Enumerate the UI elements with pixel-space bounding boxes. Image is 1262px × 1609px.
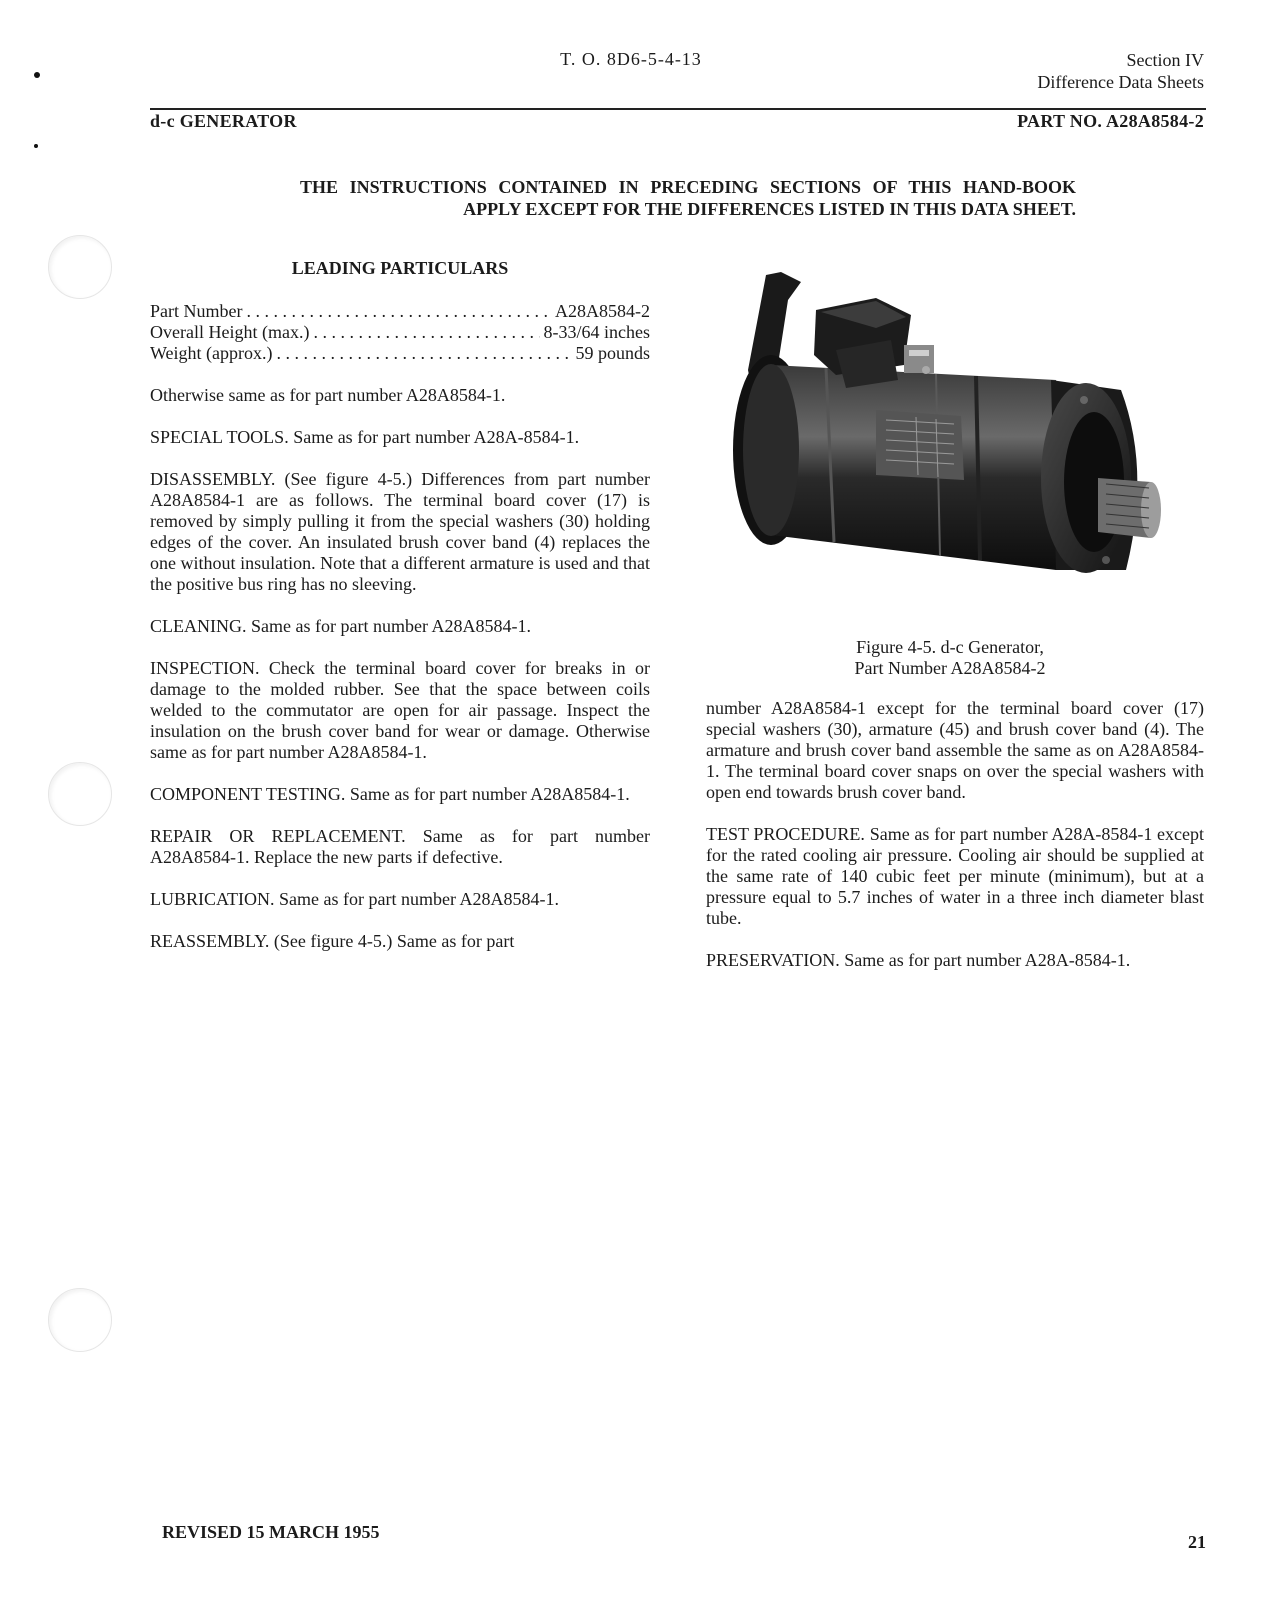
leader-dots xyxy=(313,322,539,343)
particular-label: Overall Height (max.) xyxy=(150,322,310,342)
paragraph-heading: SPECIAL TOOLS. xyxy=(150,427,289,447)
caption-line: Part Number A28A8584-2 xyxy=(854,658,1046,678)
particular-label: Part Number xyxy=(150,301,243,321)
generator-photo xyxy=(726,270,1174,625)
caption-line: Figure 4-5. d-c Generator, xyxy=(856,637,1044,657)
cleaning-paragraph xyxy=(150,616,650,637)
paragraph-heading: DISASSEMBLY. xyxy=(150,469,276,489)
paragraph-text: Same as for part number A28A-8584-1. xyxy=(844,950,1131,970)
paragraph-heading: CLEANING. xyxy=(150,616,247,636)
particulars-note: Otherwise same as for part number A28A8584-1. xyxy=(150,385,506,405)
to-number: T. O. 8D6-5-4-13 xyxy=(560,49,702,69)
figure-caption xyxy=(726,637,1174,679)
paragraph-text: Same as for part number A28A8584-1. Replace the new parts if defective. xyxy=(150,826,651,867)
leading-particulars-title: LEADING PARTICULARS xyxy=(291,258,509,278)
scan-mark xyxy=(34,144,38,148)
section-block xyxy=(1037,49,1204,93)
particular-value: A28A8584-2 xyxy=(555,301,650,321)
page-number: 21 xyxy=(1188,1532,1206,1552)
paragraph-text: Check the terminal board cover for breaks in or damage to the molded rubber. See that the space between coils welded to the commutator are open for air passage. Inspect the insulation on the brush cover band for wear or damage. Otherwise same as for part number A28A8584-1. xyxy=(150,658,650,762)
paragraph-heading: REPAIR OR REPLACEMENT. xyxy=(150,826,406,846)
repair-paragraph xyxy=(150,826,650,868)
punch-hole-middle xyxy=(48,762,112,826)
paragraph-text: Same as for part number A28A-8584-1. xyxy=(293,427,580,447)
header-rule xyxy=(150,108,1206,110)
special-tools-paragraph xyxy=(150,427,650,448)
paragraph-heading: LUBRICATION. xyxy=(150,889,275,909)
component-title: d-c GENERATOR xyxy=(150,111,297,131)
paragraph-text: (See figure 4-5.) Same as for part xyxy=(273,931,515,951)
leader-dots xyxy=(277,343,572,364)
component-testing-paragraph xyxy=(150,784,650,805)
paragraph-heading: PRESERVATION. xyxy=(706,950,840,970)
particular-value: 59 pounds xyxy=(575,343,650,363)
part-number-heading: PART NO. A28A8584-2 xyxy=(1017,111,1204,131)
particular-row xyxy=(150,301,650,322)
paragraph-heading: INSPECTION. xyxy=(150,658,260,678)
disassembly-paragraph xyxy=(150,469,650,595)
particular-row xyxy=(150,322,650,343)
lubrication-paragraph xyxy=(150,889,650,910)
reassembly-paragraph xyxy=(150,931,650,952)
paragraph-heading: COMPONENT TESTING. xyxy=(150,784,346,804)
section-subtitle: Difference Data Sheets xyxy=(1037,72,1204,92)
paragraph-text: Same as for part number A28A8584-1. xyxy=(349,784,630,804)
intro-paragraph: THE INSTRUCTIONS CONTAINED IN PRECEDING SECTIONS OF THIS HAND-BOOK APPLY EXCEPT FOR THE DIFFERENCES LISTED IN THIS DATA SHEET. xyxy=(300,177,1076,219)
punch-hole-bottom xyxy=(48,1288,112,1352)
reassembly-continued-paragraph xyxy=(706,698,1204,803)
punch-hole-top xyxy=(48,235,112,299)
paragraph-text: Same as for part number A28A8584-1. xyxy=(251,616,531,636)
particular-label: Weight (approx.) xyxy=(150,343,273,363)
paragraph-heading: REASSEMBLY. xyxy=(150,931,270,951)
inspection-paragraph xyxy=(150,658,650,763)
particular-value: 8-33/64 inches xyxy=(543,322,650,342)
right-column xyxy=(706,698,1204,992)
paragraph-text: Same as for part number A28A-8584-1 except for the rated cooling air pressure. Cooling air should be supplied at the same rate of 140 cubic feet per minute (minimum), but at a pressure equal to 5.7 inches of water in a three inch diameter blast tube. xyxy=(706,824,1205,928)
particular-row xyxy=(150,343,650,364)
section-title: Section IV xyxy=(1126,50,1204,70)
preservation-paragraph xyxy=(706,950,1204,971)
revision-date: REVISED 15 MARCH 1955 xyxy=(162,1522,380,1542)
paragraph-text: number A28A8584-1 except for the terminal board cover (17) special washers (30), armature (45) and brush cover band (4). The armature and brush cover band assemble the same as on A28A8584-1. The terminal board cover snaps on over the special washers with open end towards brush cover band. xyxy=(706,698,1204,802)
left-column xyxy=(150,258,650,973)
leader-dots xyxy=(246,301,551,322)
paragraph-text: (See figure 4-5.) Differences from part number A28A8584-1 are as follows. The terminal board cover (17) is removed by simply pulling it from the special washers (30) holding edges of the cover. An insulated brush cover band (4) replaces the one without insulation. Note that a different armature is used and that the positive bus ring has no sleeving. xyxy=(150,469,651,594)
test-procedure-paragraph xyxy=(706,824,1204,929)
scan-mark xyxy=(34,72,40,78)
paragraph-text: Same as for part number A28A8584-1. xyxy=(279,889,559,909)
paragraph-heading: TEST PROCEDURE. xyxy=(706,824,865,844)
